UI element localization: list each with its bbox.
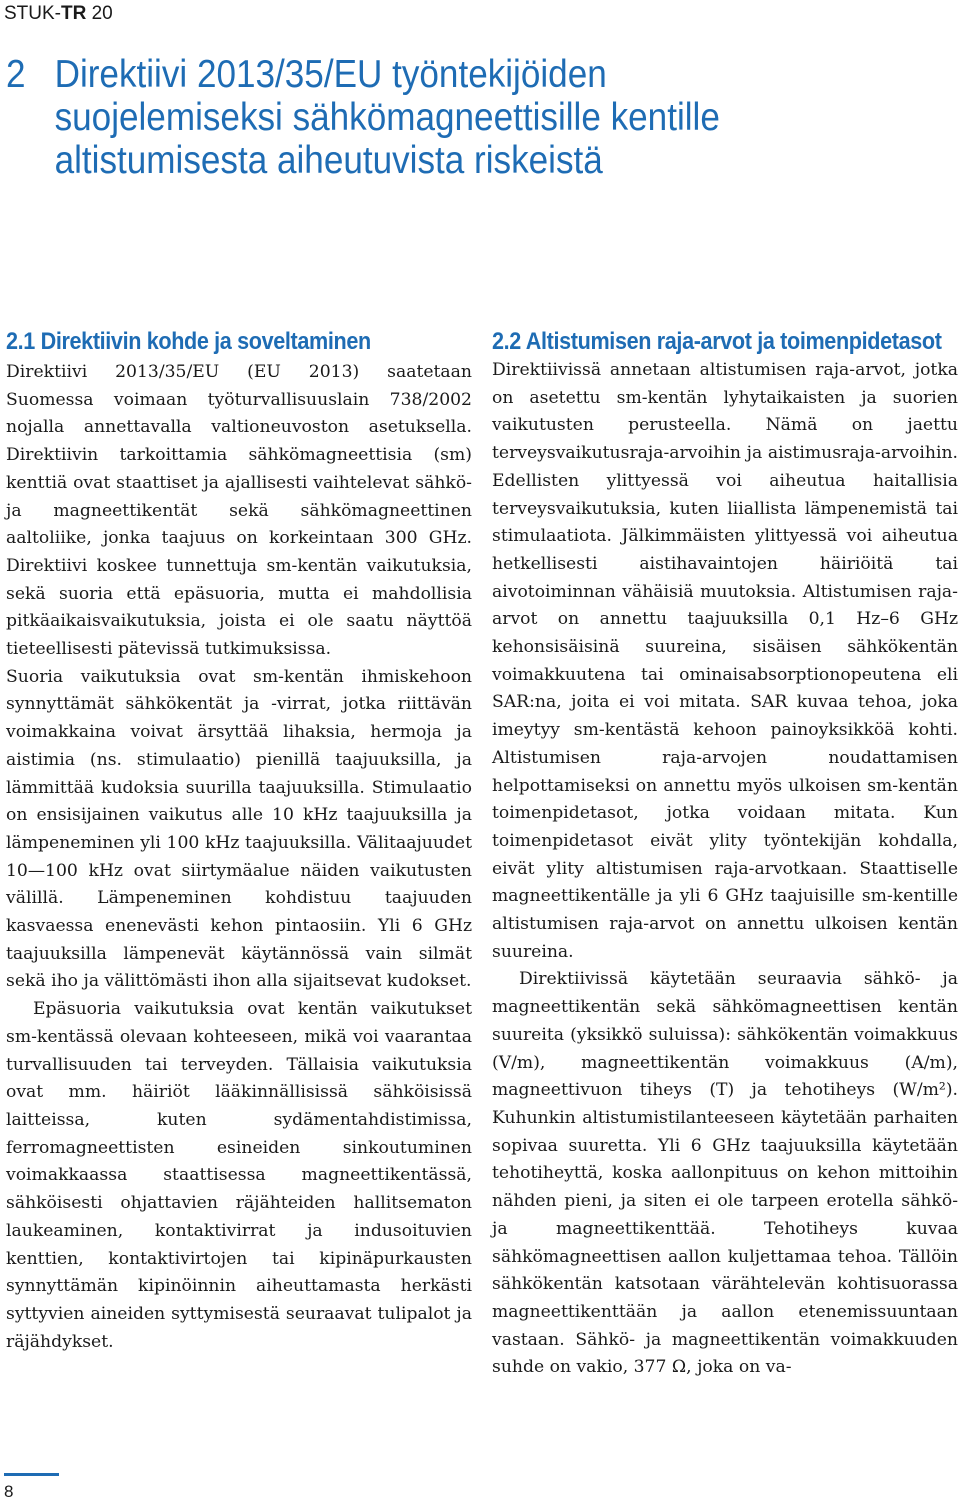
section-2-1-paragraph-3: Epäsuoria vaikutuksia ovat kentän vaikutukset sm-kentässä olevaan kohteeseen, mikä voi vaarantaa turvallisuuden tai terveyden. Tällaisia vaikutuksia ovat mm. häiriöt lääkinnällisissä sähköisissä laitteissa, kuten sydämentahdistimissa, ferromagneettisten esineiden sinkoutuminen voimakkaassa staattisessa magneettikentässä, sähköisesti ohjattavien räjähteiden hallitsematon laukeaminen, kontaktivirrat ja indusoituvien kenttien, kontaktivirtojen tai kipinäpurkausten synnyttämän kipinöinnin aiheuttamasta herkästi syttyvien aineiden syttymisestä seuraavat tulipalot ja räjähdykset. (6, 999, 472, 1352)
section-2-2-paragraph-1: Direktiivissä annetaan altistumisen raja-arvot, jotka on asetettu sm-kentän lyhytaikaisten ja suorien vaikutusten perusteella. Nämä on jaettu terveysvaikutusraja-arvoihin ja aistimusraja-arvoihin. Edellisten ylittyessä voi aiheutua haitallisia terveysvaikutuksia, kuten liiallista lämpenemistä tai stimulaatiota. Jälkimmäisten ylittyessä voi aiheutua hetkellisesti aistihavaintojen häiriöitä tai aivotoiminnan vähäisiä muutoksia. Altistumisen raja-arvot on annettu taajuuksilla 0,1 Hz–6 GHz kehonsisäisinä suureina, sisäisen sähkökentän voimakkuutena tai ominaisabsorptionopeutena eli SAR:na, joita ei voi mitata. SAR kuvaa tehoa, joka imeytyy sm-kentästä kehoon painoyksikköä kohti. Altistumisen raja-arvojen noudattamisen helpottamiseksi on annettu myös ulkoisen sm-kentän toimenpidetasot, jotka voidaan mitata. Kun toimenpidetasot eivät ylity työntekijän kohdalla, eivät ylity altistumisen raja-arvotkaan. Staattiselle magneettikentälle ja yli 6 GHz taajuisille sm-kentille altistumisen raja-arvot on annettu ulkoisen kentän suureina. (492, 360, 958, 962)
chapter-title: Direktiivi 2013/35/EU työntekijöiden suojelemiseksi sähkömagneettisille kentille altistumisesta aiheutuvista riskeistä (54, 53, 720, 182)
left-column (6, 328, 472, 1356)
series-number: 20 (86, 3, 113, 24)
section-2-1-paragraph-2: Suoria vaikutuksia ovat sm-kentän ihmiskehoon synnyttämät sähkökentät ja -virrat, jotka riittävän voimakkaina voivat ärsyttää lihaksia, hermoja ja aistimia (ns. stimulaatio) pienillä taajuuksilla, ja lämmittää kudoksia suurilla taajuuksilla. Stimulaatio on ensisijainen vaikutus alle 10 kHz taajuuksilla ja lämpeneminen yli 100 kHz taajuuksilla. Välitaajuudet 10—100 kHz ovat siirtymäalue näiden vaikutusten välillä. Lämpeneminen kohdistuu taajuuden kasvaessa enenevästi kehon pintaosiin. Yli 6 GHz taajuuksilla lämpenevät käytännössä vain silmät sekä iho ja välittömästi ihon alla sijaitsevat kudokset. (6, 666, 472, 992)
section-2-1-paragraph-1: Direktiivi 2013/35/EU (EU 2013) saatetaan Suomessa voimaan työturvallisuuslain 738/2002 nojalla annettavalla valtioneuvoston asetuksella. Direktiivin tarkoittamia sähkömagneettisia (sm) kenttiä ovat staattiset ja ajallisesti vaihtelevat sähkö- ja magneettikentät sekä sähkömagneettinen aaltoliike, jonka taajuus on korkeintaan 300 GHz. Direktiivi koskee tunnettuja sm-kentän vaikutuksia, sekä suoria että epäsuoria, mutta ei mahdollisia pitkäaikaisvaikutuksia, joista ei ole saatu näyttöä tieteellisesti pätevissä tutkimuksissa. (6, 362, 472, 660)
footer-rule (4, 1473, 59, 1476)
chapter-heading (6, 53, 816, 182)
series-label: STUK- (4, 3, 61, 24)
right-column (492, 328, 958, 1382)
section-2-1-heading: 2.1 Direktiivin kohde ja soveltaminen (6, 328, 371, 355)
chapter-number: 2 (6, 53, 26, 96)
series-label-bold: TR (61, 3, 87, 24)
section-2-2-paragraph-2: Direktiivissä käytetään seuraavia sähkö- ja magneettikentän sekä sähkömagneettisen kentän suureita (yksikkö suluissa): sähkökentän voimakkuus (V/m), magneettikentän voimakkuus (A/m), magneettivuon tiheys (T) ja tehotiheys (W/m²). Kuhunkin altistumistilanteeseen käytetään parhaiten sopivaa suuretta. Yli 6 GHz taajuuksilla käytetään tehotiheyttä, koska aallonpituus on kehon mittoihin nähden pieni, ja siten ei ole tarpeen erotella sähkö- ja magneettikenttää. Tehotiheys kuvaa sähkömagneettisen aallon kuljettamaa tehoa. Tällöin sähkökentän katsotaan värähtelevän kohtisuorassa magneettikenttään ja aallon etenemissuuntaan vastaan. Sähkö- ja magneettikentän voimakkuuden suhde on vakio, 377 Ω, joka on va- (492, 969, 958, 1378)
page-number: 8 (4, 1482, 14, 1501)
running-header (4, 3, 113, 25)
section-2-2-heading: 2.2 Altistumisen raja-arvot ja toimenpidetasot (492, 328, 942, 355)
